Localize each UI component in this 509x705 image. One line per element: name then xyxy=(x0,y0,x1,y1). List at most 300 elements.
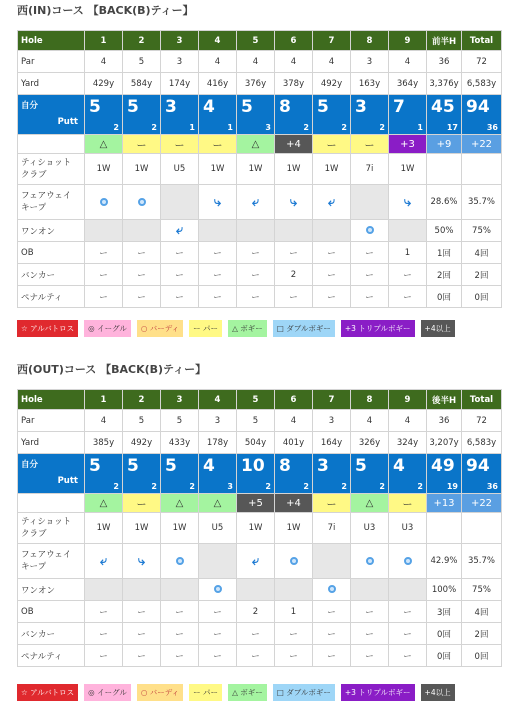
putt-count: 2 xyxy=(151,123,157,132)
club-cell: U3 xyxy=(351,513,389,544)
oneon-cell xyxy=(275,579,313,601)
score-cell xyxy=(462,95,502,135)
club-cell: U5 xyxy=(199,513,237,544)
oneon-cell xyxy=(199,220,237,242)
putt-count: 2 xyxy=(113,123,119,132)
score-cell xyxy=(199,95,237,135)
club-cell: 1W xyxy=(199,154,237,185)
yard-cell: 3,376y xyxy=(427,73,462,95)
fairway-cell xyxy=(351,185,389,220)
target-icon xyxy=(328,585,336,593)
fairway-label: フェアウェイ キープ xyxy=(18,185,85,220)
score-cell xyxy=(199,454,237,494)
oneon-cell xyxy=(85,220,123,242)
result-badge: △ xyxy=(161,494,199,513)
self-label xyxy=(18,454,85,494)
hole-number: 4 xyxy=(199,31,237,51)
bunker-cell: ー xyxy=(313,264,351,286)
stroke-count: 10 xyxy=(241,456,265,476)
stroke-count: 5 xyxy=(241,97,253,117)
par-cell: 4 xyxy=(85,410,123,432)
hole-number: 6 xyxy=(275,390,313,410)
fairway-cell xyxy=(199,185,237,220)
arrow-left-icon: ⤶ xyxy=(175,223,184,238)
fairway-cell xyxy=(389,544,427,579)
putt-count: 2 xyxy=(341,123,347,132)
stroke-count: 94 xyxy=(466,97,490,117)
penalty-cell: ー xyxy=(389,286,427,308)
target-icon xyxy=(404,557,412,565)
score-cell xyxy=(313,454,351,494)
target-icon xyxy=(366,557,374,565)
yard-cell: 385y xyxy=(85,432,123,454)
par-label: Par xyxy=(18,51,85,73)
club-cell: 7i xyxy=(351,154,389,185)
par-cell: 3 xyxy=(161,51,199,73)
fairway-cell xyxy=(237,185,275,220)
par-cell: 72 xyxy=(462,51,502,73)
putt-label: Putt xyxy=(57,476,78,486)
club-cell: 1W xyxy=(275,154,313,185)
bunker-cell: ー xyxy=(85,623,123,645)
yard-cell: 378y xyxy=(275,73,313,95)
yard-cell: 433y xyxy=(161,432,199,454)
penalty-label: ペナルティ xyxy=(18,286,85,308)
result-badge: +4 xyxy=(275,135,313,154)
putt-count: 1 xyxy=(189,123,195,132)
par-cell: 3 xyxy=(199,410,237,432)
yard-cell: 492y xyxy=(123,432,161,454)
legend-albatross: ☆ アルバトロス xyxy=(17,320,78,337)
yard-cell: 164y xyxy=(313,432,351,454)
fairway-rate: 42.9% xyxy=(427,544,462,579)
putt-count: 1 xyxy=(227,123,233,132)
bunker-cell: ー xyxy=(237,264,275,286)
par-cell: 4 xyxy=(275,410,313,432)
bunker-cell: 2回 xyxy=(462,264,502,286)
result-label-empty xyxy=(18,135,85,154)
hole-number: 9 xyxy=(389,390,427,410)
putt-count: 2 xyxy=(379,123,385,132)
arrow-left-icon: ⤶ xyxy=(251,194,260,210)
yard-cell: 324y xyxy=(389,432,427,454)
putt-count: 19 xyxy=(446,482,458,491)
yard-cell: 429y xyxy=(85,73,123,95)
ob-cell: 2 xyxy=(237,601,275,623)
ob-cell: ー xyxy=(123,242,161,264)
putt-count: 2 xyxy=(113,482,119,491)
bunker-cell: ー xyxy=(313,623,351,645)
hole-number: 8 xyxy=(351,390,389,410)
stroke-count: 5 xyxy=(89,97,101,117)
oneon-cell xyxy=(85,579,123,601)
hole-number: 2 xyxy=(123,31,161,51)
hole-number: 3 xyxy=(161,31,199,51)
scorecard-table xyxy=(17,389,502,667)
club-cell xyxy=(462,154,502,185)
penalty-cell: ー xyxy=(275,286,313,308)
ob-cell: 1 xyxy=(275,601,313,623)
oneon-cell xyxy=(313,579,351,601)
stroke-count: 3 xyxy=(165,97,177,117)
score-cell xyxy=(275,454,313,494)
result-badge: ー xyxy=(123,135,161,154)
arrow-right-icon: ⤷ xyxy=(137,553,146,569)
legend-birdie: ○ バーディ xyxy=(137,320,183,337)
penalty-cell: ー xyxy=(237,645,275,667)
putt-count: 3 xyxy=(265,123,271,132)
hole-number: 5 xyxy=(237,390,275,410)
target-icon xyxy=(100,198,108,206)
ob-cell: ー xyxy=(275,242,313,264)
hole-number: 4 xyxy=(199,390,237,410)
arrow-right-icon: ⤷ xyxy=(289,194,298,210)
self-label-text: 自分 xyxy=(21,101,39,111)
club-cell: 1W xyxy=(237,154,275,185)
ob-cell: ー xyxy=(199,242,237,264)
legend-over-four: +4以上 xyxy=(421,320,455,337)
yard-cell: 6,583y xyxy=(462,73,502,95)
result-badge: +22 xyxy=(462,494,502,513)
ob-cell: 4回 xyxy=(462,242,502,264)
oneon-cell xyxy=(237,579,275,601)
oneon-cell xyxy=(199,579,237,601)
bunker-cell: ー xyxy=(161,623,199,645)
penalty-cell: ー xyxy=(199,645,237,667)
scorecard-table xyxy=(17,30,502,308)
hole-number: 6 xyxy=(275,31,313,51)
penalty-cell: ー xyxy=(161,645,199,667)
par-cell: 4 xyxy=(351,410,389,432)
putt-count: 2 xyxy=(341,482,347,491)
par-cell: 72 xyxy=(462,410,502,432)
stroke-count: 8 xyxy=(279,97,291,117)
stroke-count: 3 xyxy=(317,456,329,476)
course-title: 西(OUT)コース 【BACK(B)ティー】 xyxy=(17,363,207,376)
club-cell: 1W xyxy=(85,154,123,185)
bunker-cell: ー xyxy=(351,264,389,286)
club-cell: 1W xyxy=(123,154,161,185)
stroke-count: 8 xyxy=(279,456,291,476)
bunker-cell: ー xyxy=(275,623,313,645)
par-cell: 5 xyxy=(161,410,199,432)
club-cell xyxy=(462,513,502,544)
bunker-cell: ー xyxy=(199,264,237,286)
self-label-text: 自分 xyxy=(21,460,39,470)
ob-cell: ー xyxy=(351,601,389,623)
yard-cell: 163y xyxy=(351,73,389,95)
score-cell xyxy=(161,454,199,494)
bunker-cell: ー xyxy=(123,623,161,645)
legend-par: ー パー xyxy=(189,320,222,337)
result-badge: ー xyxy=(123,494,161,513)
result-badge: +13 xyxy=(427,494,462,513)
ob-cell: ー xyxy=(313,601,351,623)
par-cell: 36 xyxy=(427,51,462,73)
legend-eagle: ◎ イーグル xyxy=(84,684,131,701)
penalty-cell: ー xyxy=(351,286,389,308)
ob-cell: ー xyxy=(389,601,427,623)
oneon-cell xyxy=(351,220,389,242)
hole-number: 8 xyxy=(351,31,389,51)
fairway-cell xyxy=(85,544,123,579)
penalty-cell: ー xyxy=(275,645,313,667)
stroke-count: 5 xyxy=(89,456,101,476)
arrow-right-icon: ⤷ xyxy=(403,194,412,210)
arrow-left-icon: ⤶ xyxy=(251,553,260,569)
score-cell xyxy=(462,454,502,494)
penalty-cell: ー xyxy=(85,645,123,667)
ob-cell: 3回 xyxy=(427,601,462,623)
par-label: Par xyxy=(18,410,85,432)
ob-cell: ー xyxy=(161,601,199,623)
par-cell: 5 xyxy=(123,410,161,432)
putt-count: 36 xyxy=(486,123,498,132)
bunker-cell: 2回 xyxy=(462,623,502,645)
stroke-count: 4 xyxy=(203,456,215,476)
legend-triple-bogey: +3 トリプルボギー xyxy=(341,684,415,701)
half-header: 後半H xyxy=(427,390,462,410)
stroke-count: 5 xyxy=(317,97,329,117)
oneon-label: ワンオン xyxy=(18,220,85,242)
target-icon xyxy=(176,557,184,565)
ob-cell: ー xyxy=(85,242,123,264)
yard-cell: 584y xyxy=(123,73,161,95)
fairway-rate: 28.6% xyxy=(427,185,462,220)
ob-cell: 4回 xyxy=(462,601,502,623)
par-cell: 4 xyxy=(275,51,313,73)
target-icon xyxy=(214,585,222,593)
oneon-rate: 100% xyxy=(427,579,462,601)
club-cell: 1W xyxy=(389,154,427,185)
bunker-cell: 0回 xyxy=(427,623,462,645)
legend-par: ー パー xyxy=(189,684,222,701)
club-label: ティショット クラブ xyxy=(18,154,85,185)
hole-number: 1 xyxy=(85,390,123,410)
self-label xyxy=(18,95,85,135)
yard-cell: 364y xyxy=(389,73,427,95)
club-cell: 1W xyxy=(313,154,351,185)
fairway-cell xyxy=(199,544,237,579)
score-cell xyxy=(351,454,389,494)
oneon-cell xyxy=(351,579,389,601)
club-cell: 1W xyxy=(85,513,123,544)
result-badge: △ xyxy=(237,135,275,154)
club-cell: 7i xyxy=(313,513,351,544)
fairway-cell xyxy=(351,544,389,579)
penalty-cell: ー xyxy=(237,286,275,308)
ob-cell: ー xyxy=(123,601,161,623)
result-badge: ー xyxy=(161,135,199,154)
putt-count: 2 xyxy=(265,482,271,491)
result-badge: ー xyxy=(313,494,351,513)
score-cell xyxy=(313,95,351,135)
oneon-cell xyxy=(123,220,161,242)
par-cell: 4 xyxy=(237,51,275,73)
putt-count: 2 xyxy=(189,482,195,491)
course-title: 西(IN)コース 【BACK(B)ティー】 xyxy=(17,4,194,17)
arrow-left-icon: ⤶ xyxy=(99,553,108,569)
putt-count: 2 xyxy=(379,482,385,491)
hole-number: 7 xyxy=(313,390,351,410)
stroke-count: 4 xyxy=(393,456,405,476)
result-badge: ー xyxy=(389,494,427,513)
oneon-cell xyxy=(389,579,427,601)
ob-cell: 1 xyxy=(389,242,427,264)
result-badge: △ xyxy=(85,135,123,154)
ob-label: OB xyxy=(18,242,85,264)
fairway-cell xyxy=(123,544,161,579)
oneon-cell xyxy=(275,220,313,242)
penalty-cell: 0回 xyxy=(427,286,462,308)
par-cell: 4 xyxy=(389,410,427,432)
fairway-rate: 35.7% xyxy=(462,544,502,579)
yard-cell: 401y xyxy=(275,432,313,454)
result-badge: +22 xyxy=(462,135,502,154)
bunker-label: バンカー xyxy=(18,623,85,645)
result-badge: +3 xyxy=(389,135,427,154)
club-label: ティショット クラブ xyxy=(18,513,85,544)
legend-double-bogey: □ ダブルボギー xyxy=(273,684,335,701)
oneon-cell xyxy=(237,220,275,242)
result-label-empty xyxy=(18,494,85,513)
yard-cell: 174y xyxy=(161,73,199,95)
score-cell xyxy=(85,454,123,494)
stroke-count: 7 xyxy=(393,97,405,117)
club-cell: 1W xyxy=(275,513,313,544)
penalty-cell: ー xyxy=(313,645,351,667)
result-badge: +9 xyxy=(427,135,462,154)
legend-triple-bogey: +3 トリプルボギー xyxy=(341,320,415,337)
oneon-cell xyxy=(161,579,199,601)
arrow-right-icon: ⤷ xyxy=(213,194,222,210)
yard-label: Yard xyxy=(18,73,85,95)
score-cell xyxy=(237,95,275,135)
stroke-count: 5 xyxy=(127,456,139,476)
ob-cell: ー xyxy=(199,601,237,623)
target-icon xyxy=(366,226,374,234)
penalty-cell: ー xyxy=(161,286,199,308)
ob-cell: 1回 xyxy=(427,242,462,264)
ob-cell: ー xyxy=(313,242,351,264)
hole-number: 7 xyxy=(313,31,351,51)
legend-bogey: △ ボギー xyxy=(228,684,267,701)
yard-cell: 178y xyxy=(199,432,237,454)
result-badge: △ xyxy=(351,494,389,513)
result-legend xyxy=(17,684,501,702)
putt-count: 1 xyxy=(417,123,423,132)
hole-number: 9 xyxy=(389,31,427,51)
fairway-cell xyxy=(389,185,427,220)
club-cell xyxy=(427,513,462,544)
result-badge: ー xyxy=(313,135,351,154)
par-cell: 4 xyxy=(199,51,237,73)
oneon-cell xyxy=(123,579,161,601)
par-cell: 4 xyxy=(85,51,123,73)
result-badge: △ xyxy=(199,494,237,513)
fairway-cell xyxy=(275,544,313,579)
score-cell xyxy=(85,95,123,135)
bunker-cell: ー xyxy=(85,264,123,286)
club-cell: U5 xyxy=(161,154,199,185)
par-cell: 5 xyxy=(123,51,161,73)
hole-number: 1 xyxy=(85,31,123,51)
putt-label: Putt xyxy=(57,117,78,127)
fairway-cell xyxy=(161,544,199,579)
hole-header: Hole xyxy=(18,390,85,410)
penalty-cell: ー xyxy=(85,286,123,308)
bunker-cell: ー xyxy=(237,623,275,645)
ob-label: OB xyxy=(18,601,85,623)
score-cell xyxy=(427,454,462,494)
putt-count: 2 xyxy=(151,482,157,491)
stroke-count: 3 xyxy=(355,97,367,117)
fairway-cell xyxy=(275,185,313,220)
legend-albatross: ☆ アルバトロス xyxy=(17,684,78,701)
legend-double-bogey: □ ダブルボギー xyxy=(273,320,335,337)
par-cell: 4 xyxy=(389,51,427,73)
ob-cell: ー xyxy=(85,601,123,623)
yard-cell: 492y xyxy=(313,73,351,95)
score-cell xyxy=(351,95,389,135)
legend-eagle: ◎ イーグル xyxy=(84,320,131,337)
oneon-rate: 50% xyxy=(427,220,462,242)
hole-header: Hole xyxy=(18,31,85,51)
score-cell xyxy=(123,95,161,135)
penalty-cell: ー xyxy=(123,286,161,308)
yard-cell: 416y xyxy=(199,73,237,95)
putt-count: 2 xyxy=(417,482,423,491)
penalty-label: ペナルティ xyxy=(18,645,85,667)
score-cell xyxy=(161,95,199,135)
result-badge: △ xyxy=(85,494,123,513)
stroke-count: 5 xyxy=(165,456,177,476)
club-cell: 1W xyxy=(161,513,199,544)
putt-count: 36 xyxy=(486,482,498,491)
stroke-count: 94 xyxy=(466,456,490,476)
penalty-cell: ー xyxy=(199,286,237,308)
putt-count: 2 xyxy=(303,123,309,132)
stroke-count: 5 xyxy=(355,456,367,476)
hole-number: 5 xyxy=(237,31,275,51)
bunker-cell: ー xyxy=(389,623,427,645)
penalty-cell: 0回 xyxy=(462,286,502,308)
legend-birdie: ○ バーディ xyxy=(137,684,183,701)
fairway-rate: 35.7% xyxy=(462,185,502,220)
stroke-count: 49 xyxy=(431,456,455,476)
legend-over-four: +4以上 xyxy=(421,684,455,701)
club-cell: U3 xyxy=(389,513,427,544)
total-header: Total xyxy=(462,390,502,410)
oneon-cell xyxy=(389,220,427,242)
score-cell xyxy=(123,454,161,494)
bunker-cell: ー xyxy=(351,623,389,645)
legend-bogey: △ ボギー xyxy=(228,320,267,337)
yard-cell: 6,583y xyxy=(462,432,502,454)
fairway-cell xyxy=(313,185,351,220)
bunker-cell: 2回 xyxy=(427,264,462,286)
hole-number: 2 xyxy=(123,390,161,410)
yard-cell: 376y xyxy=(237,73,275,95)
club-cell xyxy=(427,154,462,185)
stroke-count: 4 xyxy=(203,97,215,117)
result-legend xyxy=(17,320,501,338)
stroke-count: 5 xyxy=(127,97,139,117)
ob-cell: ー xyxy=(237,242,275,264)
fairway-cell xyxy=(161,185,199,220)
penalty-cell: ー xyxy=(351,645,389,667)
bunker-cell: ー xyxy=(389,264,427,286)
